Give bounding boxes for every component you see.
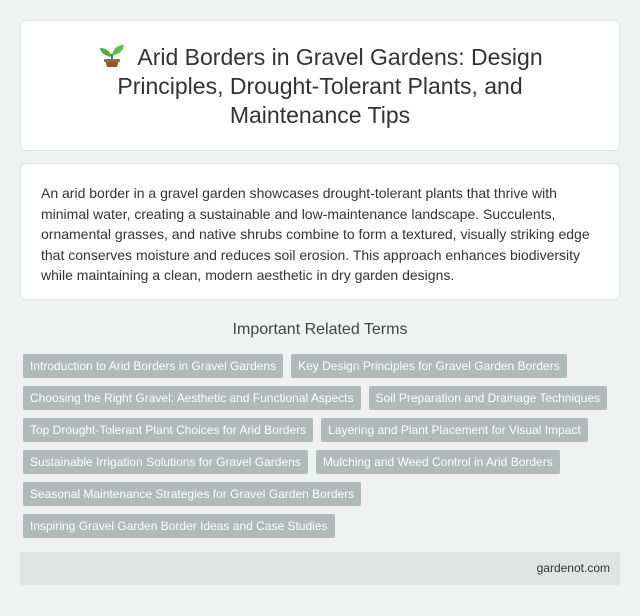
tag-row — [23, 450, 623, 474]
page-title-text: Arid Borders in Gravel Gardens: Design Principles, Drought-Tolerant Plants, and Maintenance Tips — [117, 43, 543, 128]
related-term-tag[interactable]: Soil Preparation and Drainage Techniques — [369, 386, 608, 410]
related-terms-list — [23, 354, 623, 546]
related-term-tag[interactable]: Choosing the Right Gravel: Aesthetic and Functional Aspects — [23, 386, 361, 410]
sprout-icon — [97, 42, 127, 68]
tag-row — [23, 482, 623, 506]
related-term-tag[interactable]: Layering and Plant Placement for Visual Impact — [321, 418, 588, 442]
footer-site-link[interactable]: gardenot.com — [536, 561, 610, 575]
tag-row — [23, 514, 623, 538]
related-term-tag[interactable]: Key Design Principles for Gravel Garden Borders — [291, 354, 566, 378]
tag-row — [23, 354, 623, 378]
tag-row — [23, 418, 623, 442]
related-term-tag[interactable]: Introduction to Arid Borders in Gravel Gardens — [23, 354, 283, 378]
related-term-tag[interactable]: Inspiring Gravel Garden Border Ideas and Case Studies — [23, 514, 335, 538]
footer — [20, 552, 620, 585]
page-title — [51, 42, 589, 130]
related-term-tag[interactable]: Seasonal Maintenance Strategies for Gravel Garden Borders — [23, 482, 361, 506]
related-term-tag[interactable]: Sustainable Irrigation Solutions for Gravel Gardens — [23, 450, 308, 474]
summary-text: An arid border in a gravel garden showcases drought-tolerant plants that thrive with minimal water, creating a sustainable and low-maintenance landscape. Succulents, ornamental grasses, and native shrubs combine to form a textured, visually striking edge that conserves moisture and reduces soil erosion. This approach enhances biodiversity while maintaining a clean, modern aesthetic in dry garden designs. — [41, 185, 590, 283]
title-card — [20, 20, 620, 151]
related-terms-heading: Important Related Terms — [232, 321, 408, 338]
tag-row — [23, 386, 623, 410]
related-term-tag[interactable]: Top Drought-Tolerant Plant Choices for Arid Borders — [23, 418, 313, 442]
related-term-tag[interactable]: Mulching and Weed Control in Arid Borders — [316, 450, 560, 474]
summary-card — [20, 163, 620, 300]
